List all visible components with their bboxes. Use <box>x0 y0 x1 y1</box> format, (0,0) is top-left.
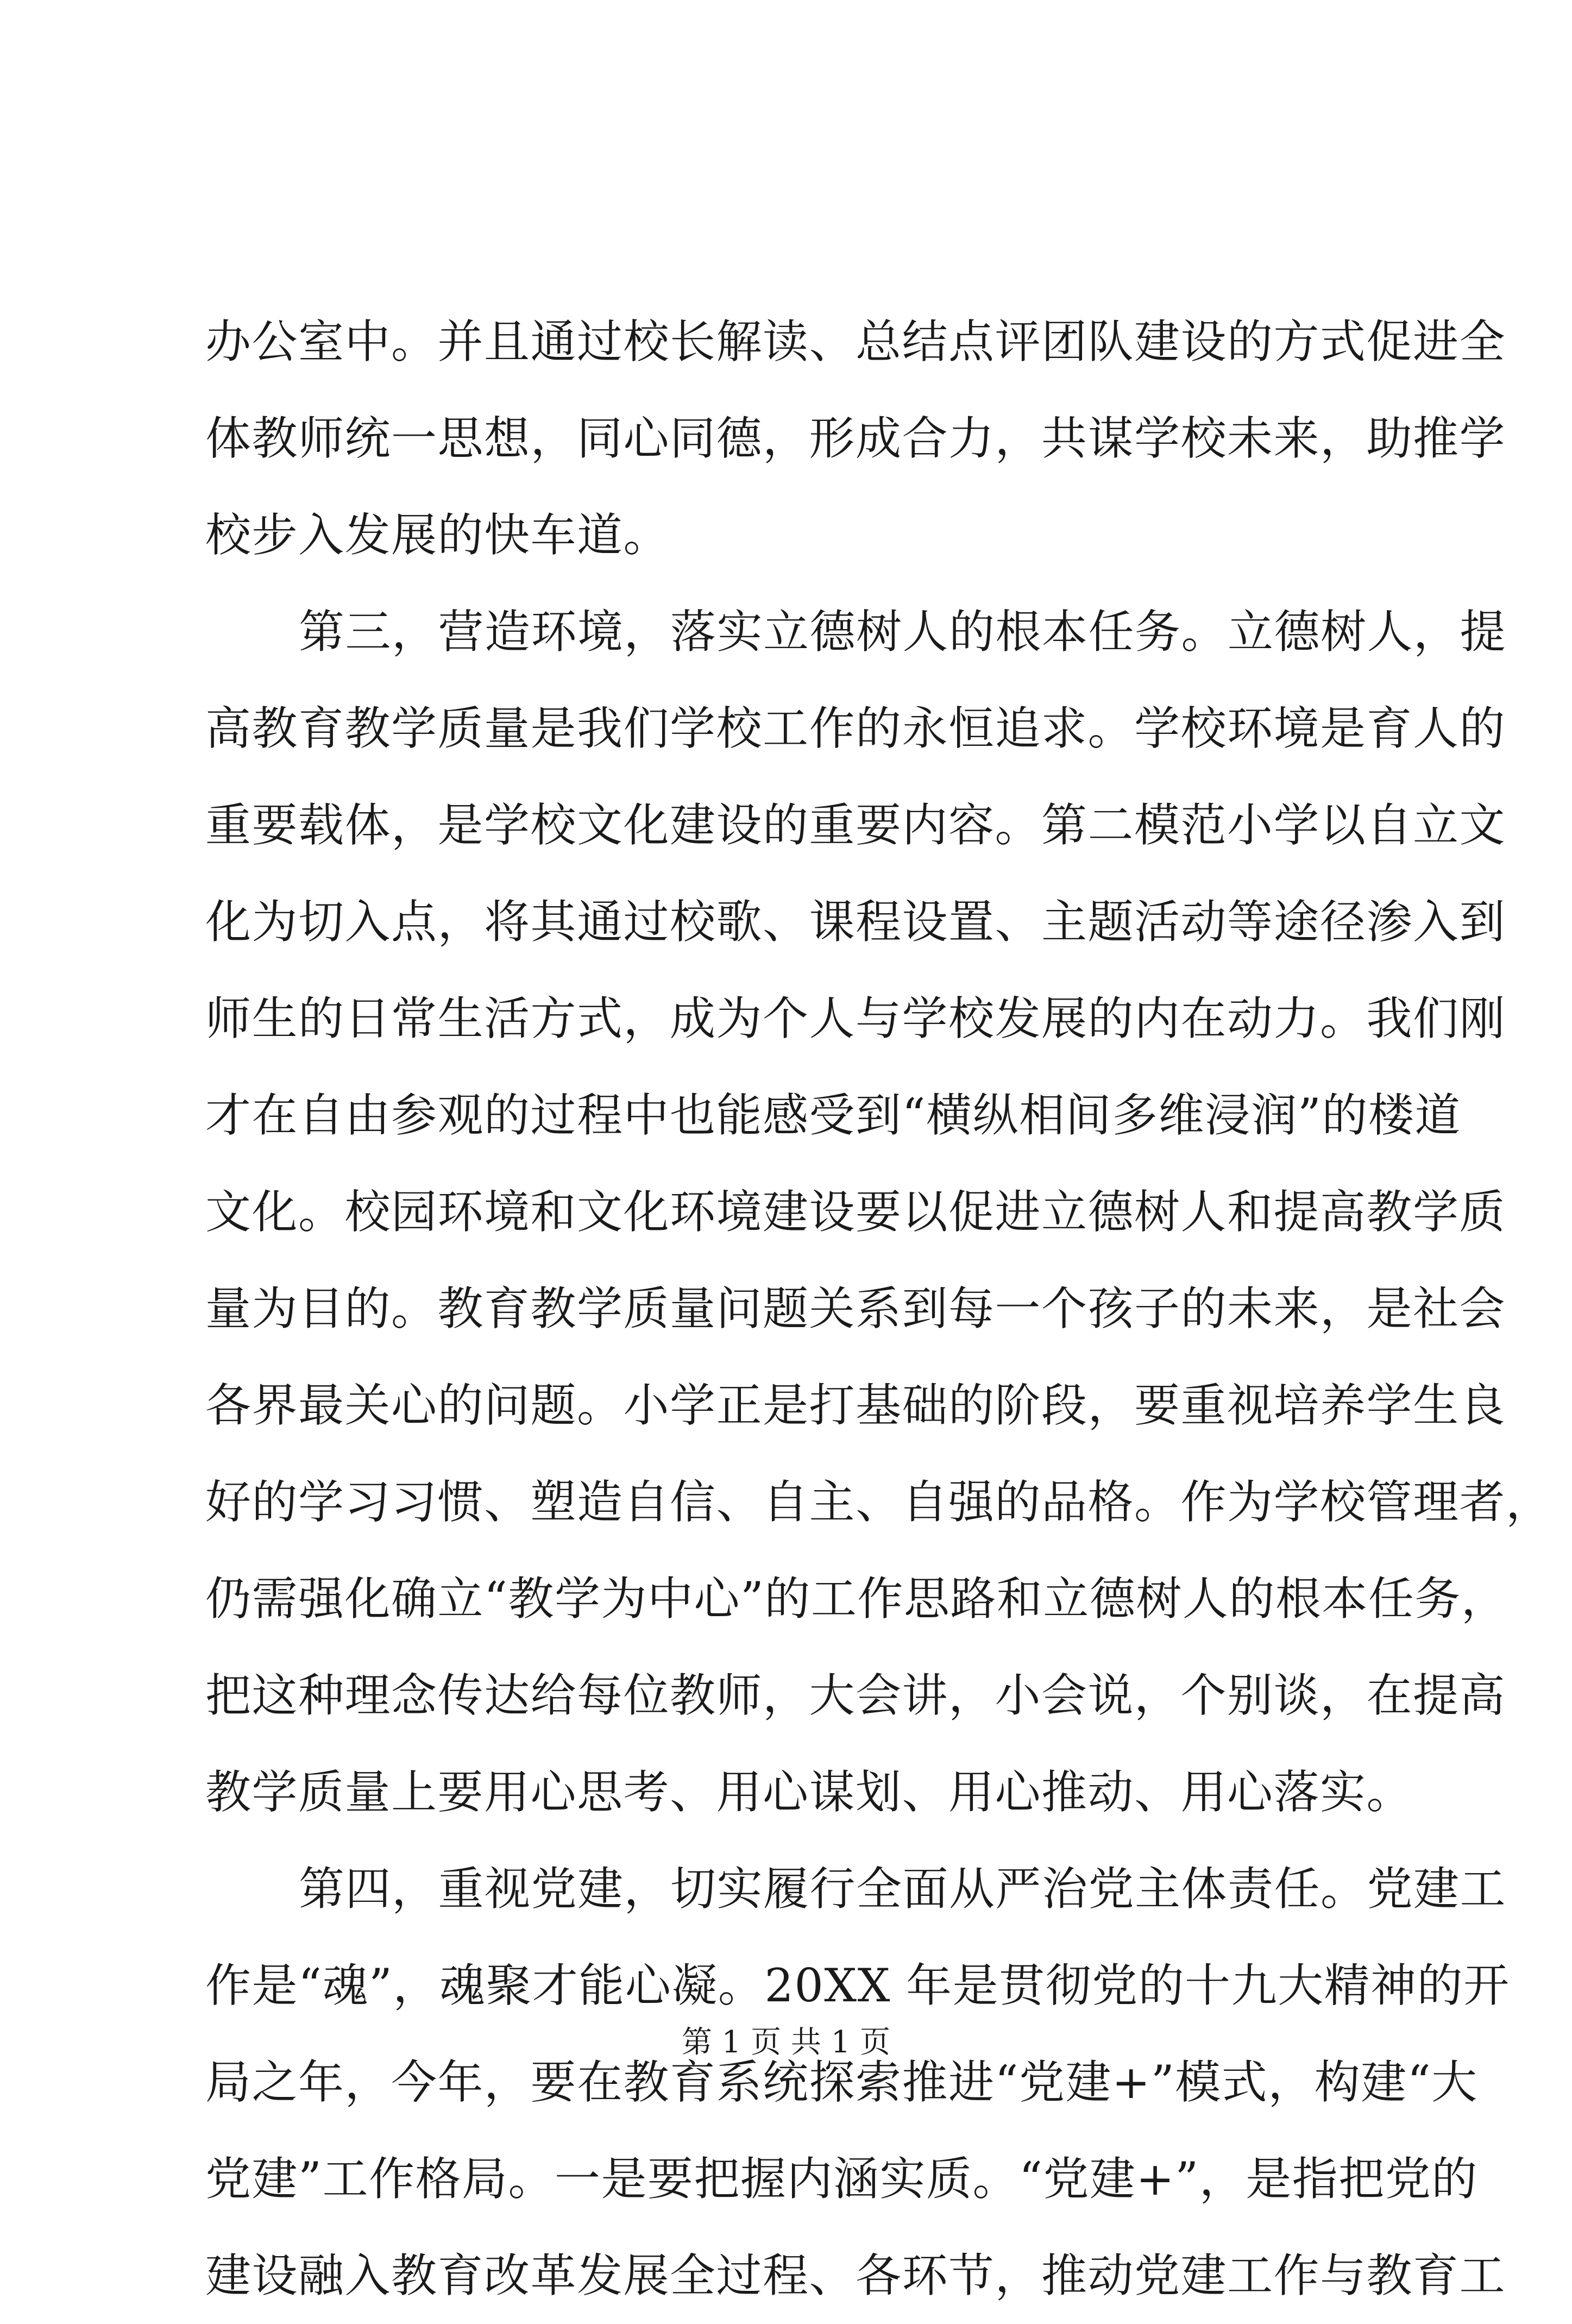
text-line: 高教育教学质量是我们学校工作的永恒追求。学校环境是育人的 <box>205 702 1506 755</box>
text-line: 建设融入教育改革发展全过程、各环节，推动党建工作与教育工 <box>205 2249 1506 2302</box>
text-line: 仍需强化确立“教学为中心”的工作思路和立德树人的根本任务， <box>205 1572 1508 1625</box>
text-line: 量为目的。教育教学质量问题关系到每一个孩子的未来，是社会 <box>205 1282 1506 1335</box>
text-line: 师生的日常生活方式，成为个人与学校发展的内在动力。我们刚 <box>205 992 1506 1045</box>
text-line: 好的学习习惯、塑造自信、自主、自强的品格。作为学校管理者， <box>205 1475 1552 1529</box>
text-line: 文化。校园环境和文化环境建设要以促进立德树人和提高教学质 <box>205 1185 1506 1239</box>
text-line: 化为切入点，将其通过校歌、课程设置、主题活动等途径渗入到 <box>205 895 1506 949</box>
paragraph-start-line: 第四，重视党建，切实履行全面从严治党主体责任。党建工 <box>299 1862 1507 1915</box>
paragraph-start-line: 第三，营造环境，落实立德树人的根本任务。立德树人，提 <box>299 605 1507 658</box>
text-line: 作是“魂”，魂聚才能心凝。20XX 年是贯彻党的十九大精神的开 <box>205 1959 1510 2012</box>
text-line: 各界最关心的问题。小学正是打基础的阶段，要重视培养学生良 <box>205 1379 1506 1432</box>
text-line: 重要载体，是学校文化建设的重要内容。第二模范小学以自立文 <box>205 799 1506 852</box>
text-line: 体教师统一思想，同心同德，形成合力，共谋学校未来，助推学 <box>205 412 1506 465</box>
text-line: 把这种理念传达给每位教师，大会讲，小会说，个别谈，在提高 <box>205 1669 1506 1722</box>
body-text <box>205 293 1552 2324</box>
text-line: 才在自由参观的过程中也能感受到“横纵相间多维浸润”的楼道 <box>205 1089 1461 1142</box>
page-number-footer: 第 1 页 共 1 页 <box>681 2025 891 2060</box>
text-line: 校步入发展的快车道。 <box>205 508 670 562</box>
text-line: 教学质量上要用心思考、用心谋划、用心推动、用心落实。 <box>205 1766 1413 1819</box>
text-line: 党建”工作格局。一是要把握内涵实质。“党建+”，是指把党的 <box>205 2152 1478 2206</box>
text-line: 局之年，今年，要在教育系统探索推进“党建+”模式，构建“大 <box>205 2056 1478 2109</box>
text-line: 办公室中。并且通过校长解读、总结点评团队建设的方式促进全 <box>205 315 1506 368</box>
